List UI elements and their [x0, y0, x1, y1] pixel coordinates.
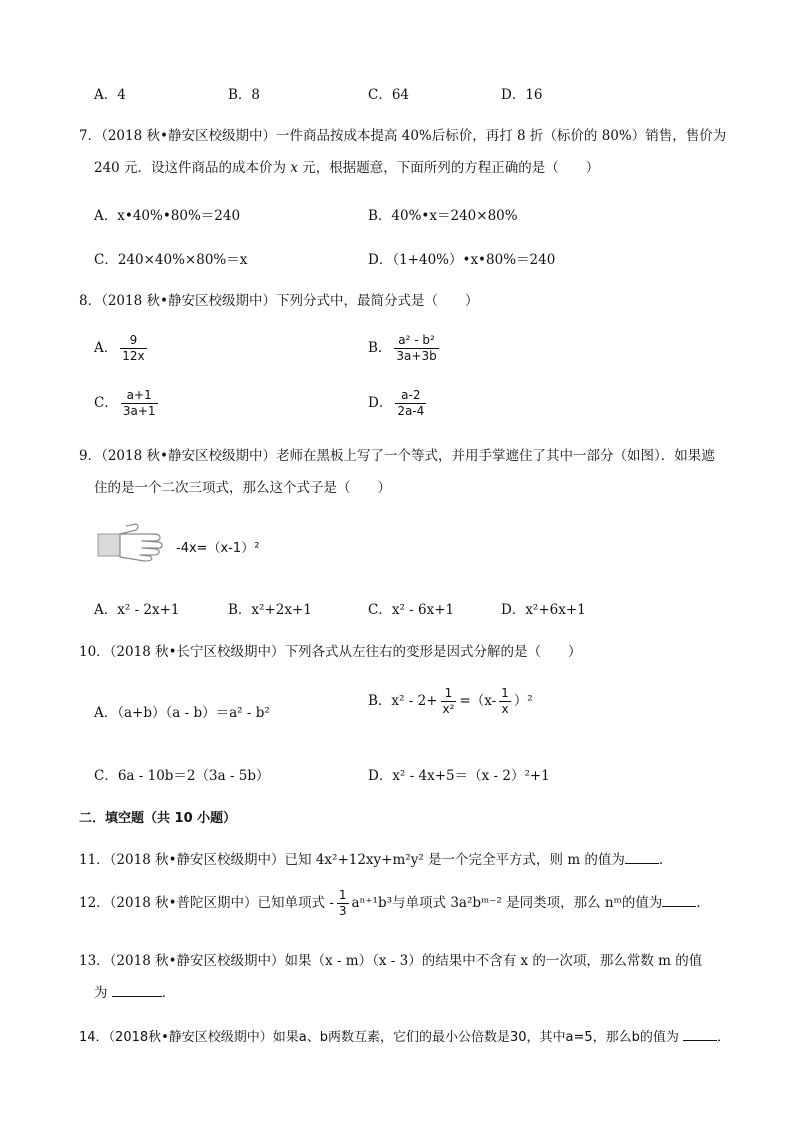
q9-figure-equation: -4x=（x-1）²	[176, 541, 260, 556]
hand-icon	[96, 520, 168, 566]
q6-option-a: A．4	[94, 87, 126, 103]
q14-stem: 14．（2018秋•静安区校级期中）如果a、b两数互素，它们的最小公倍数是30，其中a=5，那么b的值为 ．	[79, 1030, 731, 1045]
q10-option-d: D．x² - 4x+5＝（x - 2）²+1	[368, 768, 550, 784]
q6-option-b: B．8	[228, 87, 261, 103]
q6-option-d: D．16	[501, 87, 543, 103]
q12-answer-blank[interactable]	[662, 894, 696, 907]
q9-option-c: C．x² - 6x+1	[368, 602, 455, 618]
q6-option-c: C．64	[368, 87, 410, 103]
q9-option-b: B．x²+2x+1	[228, 602, 312, 618]
q7-option-a: A．x•40%•80%＝240	[94, 208, 241, 224]
q13-stem-line2: 为 ．	[94, 985, 176, 1001]
section-title-fill-in: 二．填空题（共 10 小题）	[79, 811, 237, 826]
q8-option-c: C． $\frac{a+1}{3a+1}$	[94, 388, 156, 418]
q9-option-d: D．x²+6x+1	[501, 602, 586, 618]
q8-option-a: A． $\frac{9}{12x}$	[94, 333, 145, 363]
q8-option-d: D． $\frac{a-2}{2a-4}$	[368, 388, 425, 418]
q10-option-c: C．6a - 10b＝2（3a - 5b）	[94, 768, 270, 784]
q8-stem: 8．（2018 秋•静安区校级期中）下列分式中，最简分式是（ ）	[79, 293, 479, 309]
q11-answer-blank[interactable]	[625, 851, 659, 864]
q14-answer-blank[interactable]	[683, 1028, 717, 1041]
q11-stem: 11．（2018 秋•静安区校级期中）已知 4x²+12xy+m²y² 是一个完全平方式，则 m 的值为 ．	[79, 852, 673, 868]
q7-option-c: C．240×40%×80%＝x	[94, 252, 248, 268]
q9-stem-line1: 9．（2018 秋•静安区校级期中）老师在黑板上写了一个等式，并用手掌遮住了其中一部分（如图）．如果遮	[79, 448, 715, 464]
q7-option-d: D．（1+40%）•x•80%＝240	[368, 252, 556, 268]
q13-answer-blank[interactable]	[112, 984, 162, 997]
q9-option-a: A．x² - 2x+1	[94, 602, 180, 618]
q7-stem-line2: 240 元．设这件商品的成本价为 x 元，根据题意，下面所列的方程正确的是（ ）	[94, 160, 600, 176]
q10-option-a: A．（a+b）（a - b）＝a² - b²	[94, 705, 270, 721]
q13-stem-line1: 13．（2018 秋•静安区校级期中）如果（x - m）（x - 3）的结果中不含有 x 的一次项，那么常数 m 的值	[79, 953, 703, 969]
q10-stem: 10．（2018 秋•长宁区校级期中）下列各式从左往右的变形是因式分解的是（ ）	[79, 644, 582, 660]
q7-option-b: B．40%•x＝240×80%	[368, 208, 518, 224]
q8-option-b: B． $\frac{\text{a² - b²}}{3a+3b}$	[368, 333, 437, 363]
q12-stem: 12．（2018 秋•普陀区期中）已知单项式 - $\frac{1}{3}$ aⁿ⁺¹b³与单项式 3a²bᵐ⁻² 是同类项，那么 nᵐ的值为 ．	[79, 888, 710, 918]
q9-stem-line2: 住的是一个二次三项式，那么这个式子是（ ）	[94, 480, 391, 496]
q7-stem-line1: 7．（2018 秋•静安区校级期中）一件商品按成本提高 40%后标价，再打 8 折（标价的 80%）销售，售价为	[79, 128, 727, 144]
q10-option-b: B．x² - 2+ $\frac{1}{\text{x²}}$ =（x- $\frac{1}{x}$ ）²	[368, 686, 533, 716]
